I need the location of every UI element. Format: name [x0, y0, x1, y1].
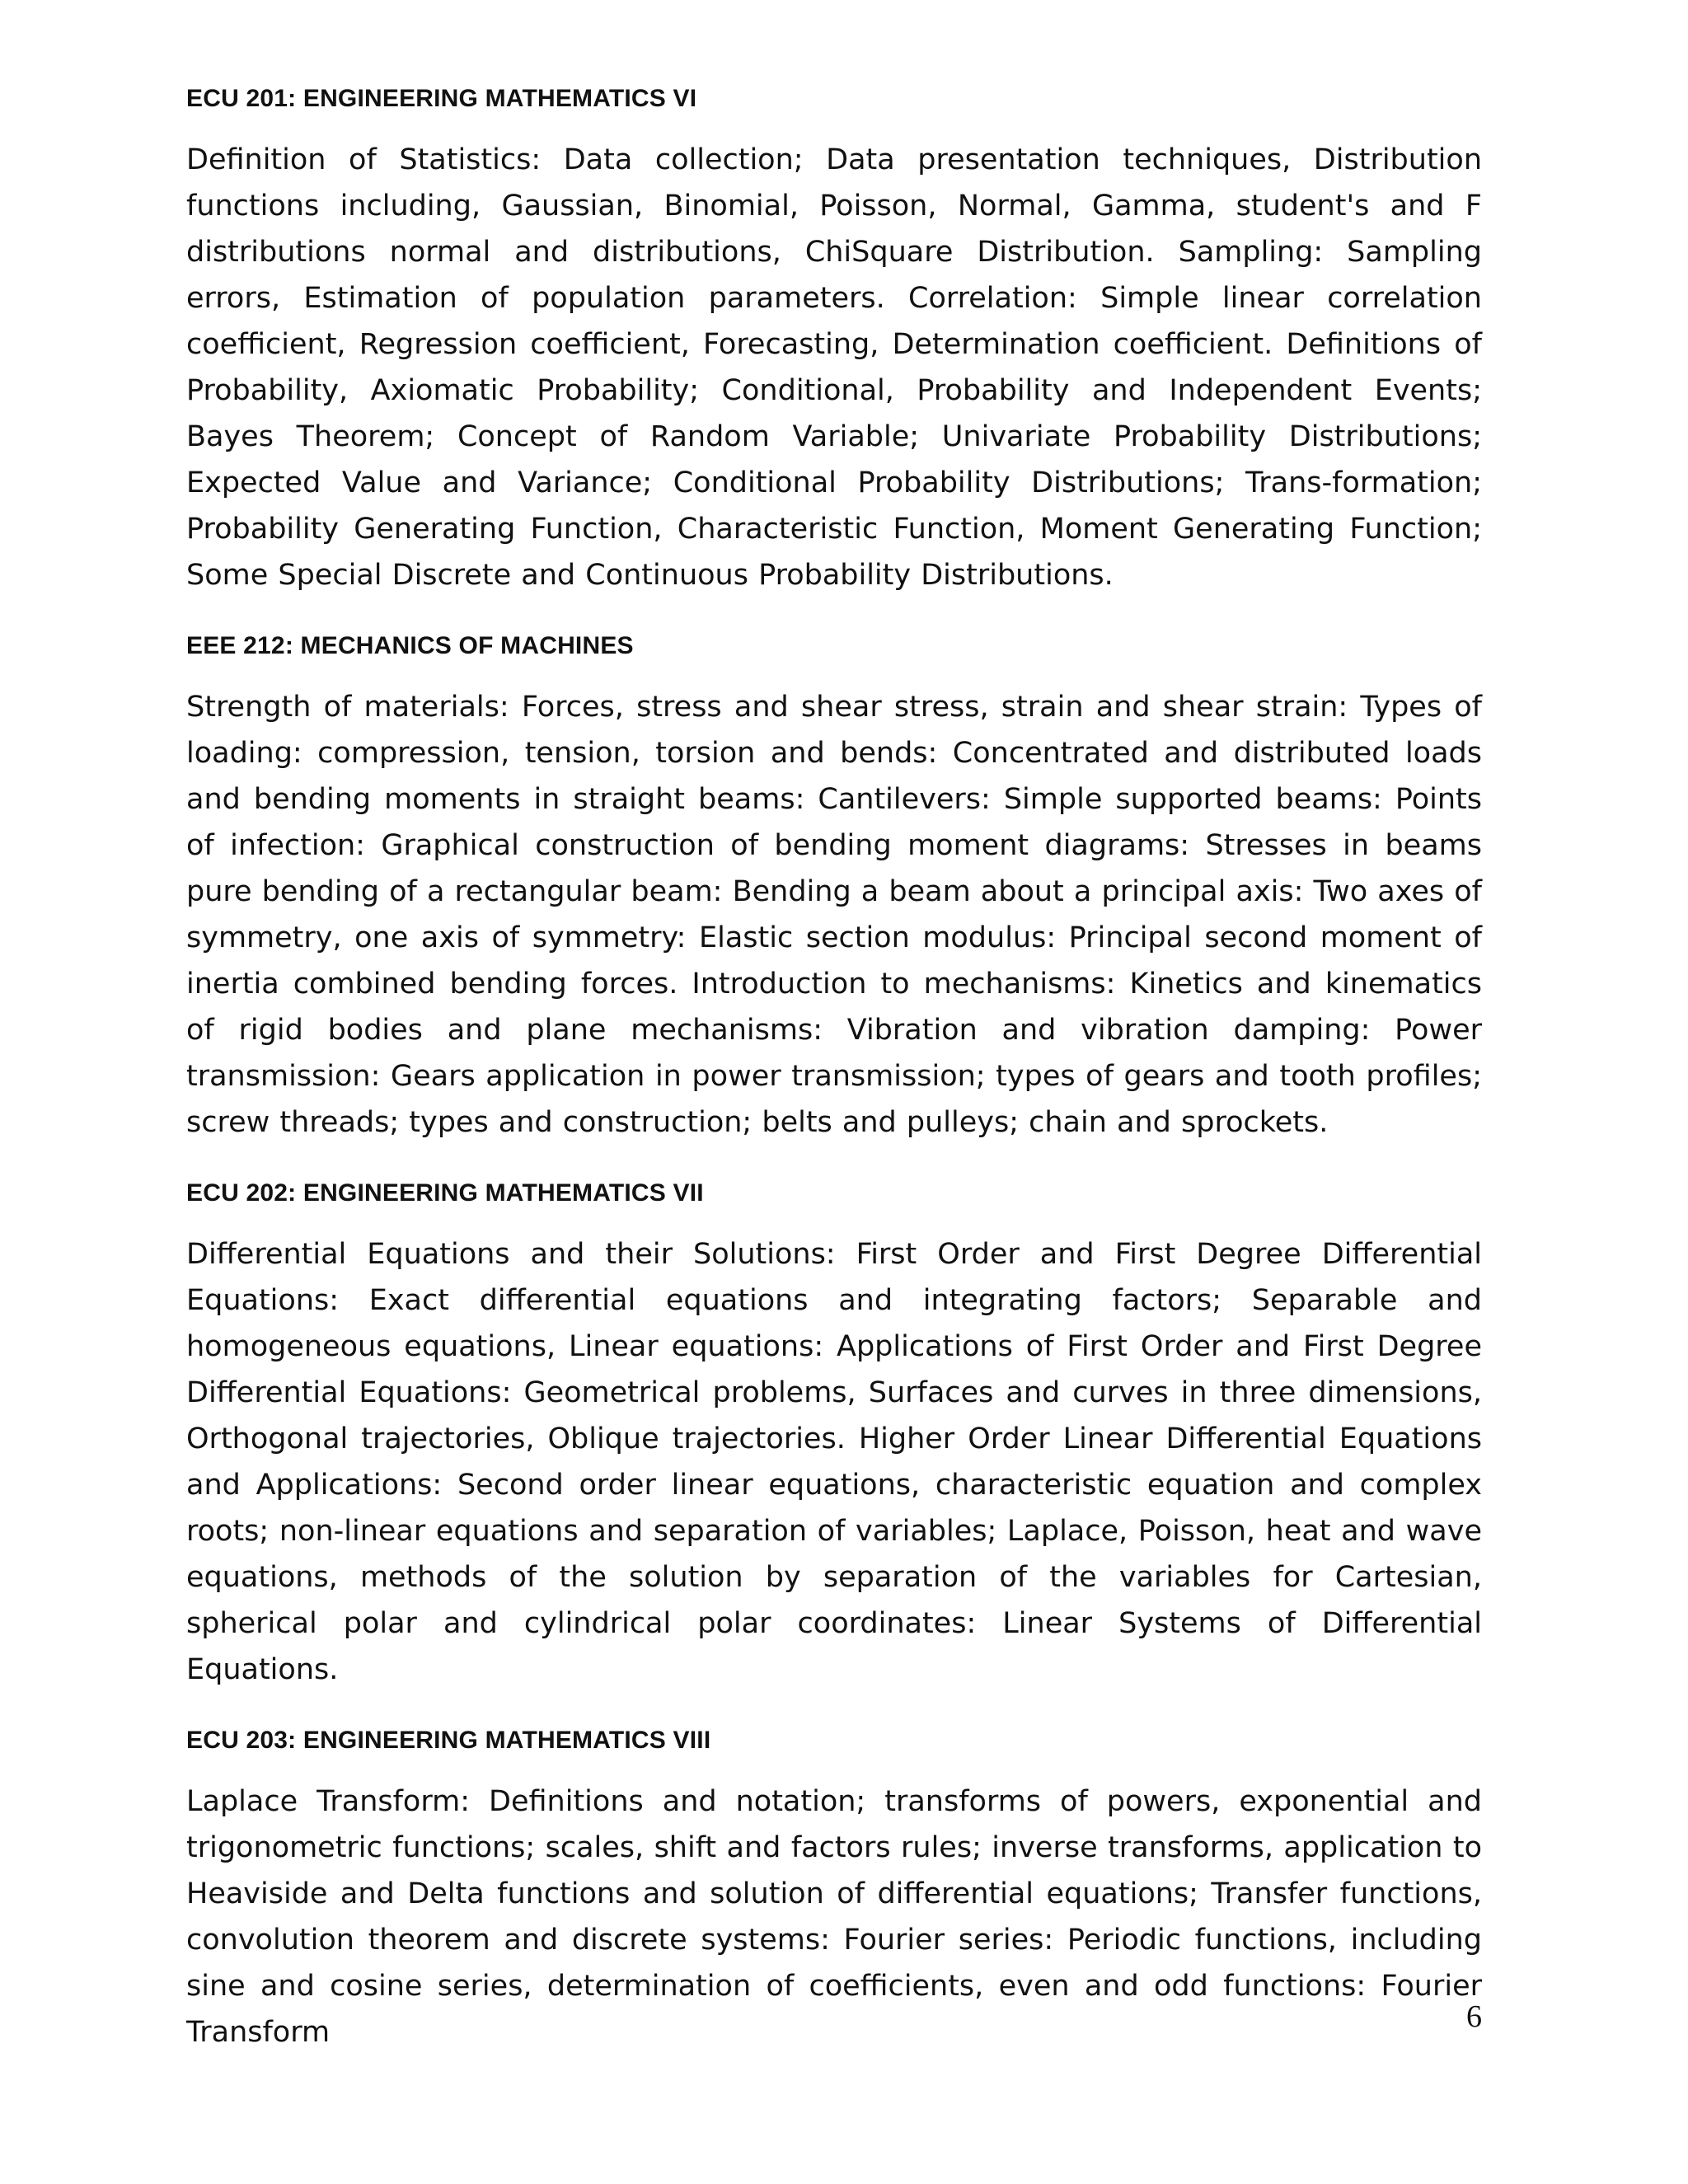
section-body: Definition of Statistics: Data collection; Data presentation techniques, Distribution functions including, Gaussian, Binomial, Poisson, Normal, Gamma, student's and F distributions normal and distributions, ChiSquare Distribution. Sampling: Sampling errors, Estimation of population parameters. Correlation: Simple linear correlation coefficient, Regression coefficient, Forecasting, Determination coefficient. Definitions of Probability, Axiomatic Probability; Conditional, Probability and Independent Events; Bayes Theorem; Concept of Random Variable; Univariate Probability Distributions; Expected Value and Variance; Conditional Probability Distributions; Trans-formation; Probability Generating Function, Characteristic Function, Moment Generating Function; Some Special Discrete and Continuous Probability Distributions.	[186, 143, 1482, 592]
section-heading: ECU 203: ENGINEERING MATHEMATICS VIII	[186, 1727, 711, 1754]
section-body: Strength of materials: Forces, stress and shear stress, strain and shear strain: Types of loading: compression, tension, torsion and bends: Concentrated and distributed loads and bending moments in straight beams: Cantilevers: Simple supported beams: Points of infection: Graphical construction of bending moment diagrams: Stresses in beams pure bending of a rectangular beam: Bending a beam about a principal axis: Two axes of symmetry, one axis of symmetry: Elastic section modulus: Principal second moment of inertia combined bending forces. Introduction to mechanisms: Kinetics and kinematics of rigid bodies and plane mechanisms: Vibration and vibration damping: Power transmission: Gears application in power transmission; types of gears and tooth profiles; screw threads; types and construction; belts and pulleys; chain and sprockets.	[186, 691, 1482, 1139]
section-heading: ECU 202: ENGINEERING MATHEMATICS VII	[186, 1179, 704, 1207]
section-eee-212	[186, 630, 1482, 1146]
page-number: 6	[1466, 1999, 1482, 2034]
section-heading: ECU 201: ENGINEERING MATHEMATICS VI	[186, 85, 697, 112]
document-page	[186, 82, 1482, 2087]
section-body: Laplace Transform: Definitions and notation; transforms of powers, exponential and trigonometric functions; scales, shift and factors rules; inverse transforms, application to Heaviside and Delta functions and solution of differential equations; Transfer functions, convolution theorem and discrete systems: Fourier series: Periodic functions, including sine and cosine series, determination of coefficients, even and odd functions: Fourier Transform	[186, 1785, 1482, 2049]
section-ecu-202	[186, 1177, 1482, 1693]
section-ecu-203	[186, 1724, 1482, 2055]
section-heading: EEE 212: MECHANICS OF MACHINES	[186, 632, 634, 659]
section-ecu-201	[186, 82, 1482, 598]
section-body: Differential Equations and their Solutions: First Order and First Degree Differential Equations: Exact differential equations and integrating factors; Separable and homogeneous equations, Linear equations: Applications of First Order and First Degree Differential Equations: Geometrical problems, Surfaces and curves in three dimensions, Orthogonal trajectories, Oblique trajectories. Higher Order Linear Differential Equations and Applications: Second order linear equations, characteristic equation and complex roots; non-linear equations and separation of variables; Laplace, Poisson, heat and wave equations, methods of the solution by separation of the variables for Cartesian, spherical polar and cylindrical polar coordinates: Linear Systems of Differential Equations.	[186, 1238, 1482, 1686]
